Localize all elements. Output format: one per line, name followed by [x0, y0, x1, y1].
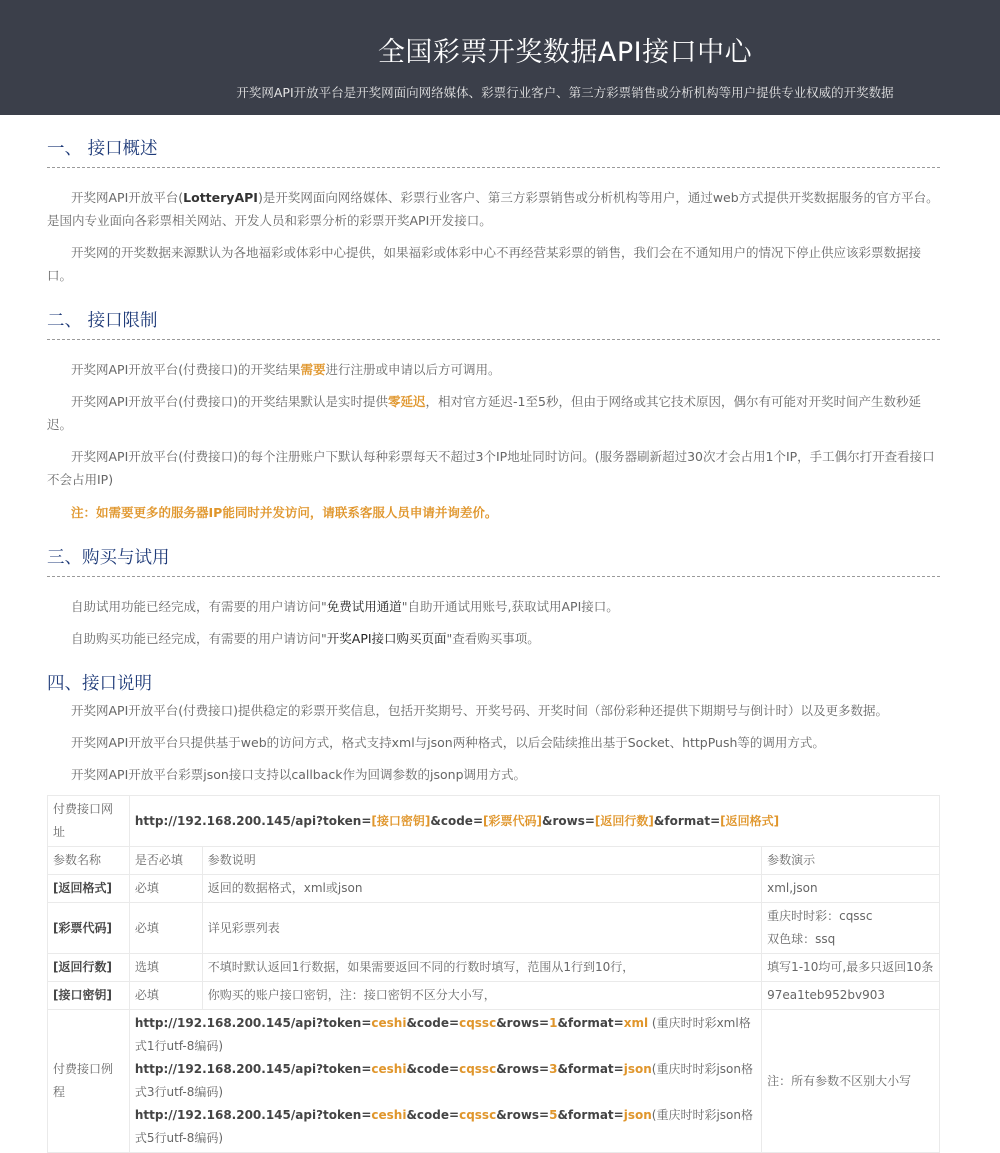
- example-url-3[interactable]: [135, 1104, 756, 1150]
- ex-format: json: [623, 1108, 652, 1122]
- limits-p2-text-2: ，相对官方延迟-1至5秒，但由于网络或其它技术原因，偶尔有可能对开奖时间产生数秒延迟。: [47, 394, 921, 432]
- purchase-p1-text: 自助试用功能已经完成，有需要的用户请访问": [71, 599, 327, 614]
- purchase-p2-text: 自助购买功能已经完成，有需要的用户请访问": [71, 631, 327, 646]
- url-format-key: &format=: [653, 813, 721, 828]
- param-demo: xml,json: [762, 875, 940, 903]
- url-base: http://192.168.200.145/api?token=: [134, 813, 372, 828]
- table-header-row: [48, 847, 940, 875]
- page-header: [0, 0, 1000, 115]
- limits-note: 注：如需要更多的服务器IP能同时并发访问，请联系客服人员申请并询差价。: [71, 505, 498, 520]
- param-name: [接口密钥]: [48, 982, 130, 1010]
- table-row: [48, 954, 940, 982]
- section-overview-title: 一、 接口概述: [47, 115, 940, 168]
- ex-token: ceshi: [371, 1108, 407, 1122]
- ex-code: cqssc: [459, 1016, 497, 1030]
- overview-p1-text-2: )是开奖网面向网络媒体、彩票行业客户、第三方彩票销售或分析机构等用户，通过web方式提供开奖数据服务的官方平台。是国内专业面向各彩票相关网站、开发人员和彩票分析的彩票开奖API开发接口。: [47, 190, 939, 228]
- table-row: [48, 875, 940, 903]
- page-subtitle: 开奖网API开放平台是开奖网面向网络媒体、彩票行业客户、第三方彩票销售或分析机构等用户提供专业权威的开奖数据: [236, 85, 894, 100]
- table-row: [48, 796, 940, 847]
- limits-paragraph-1: [47, 358, 940, 381]
- free-trial-link[interactable]: 免费试用通道: [326, 599, 402, 614]
- highlight-required: 需要: [300, 362, 326, 377]
- ex-code: cqssc: [459, 1062, 497, 1076]
- param-description: 你购买的账户接口密钥，注：接口密钥不区分大小写，: [202, 982, 761, 1010]
- column-header: 参数名称: [48, 847, 130, 875]
- url-format-param: [返回格式]: [720, 813, 780, 828]
- param-description: 返回的数据格式，xml或json: [202, 875, 761, 903]
- column-header: 参数说明: [202, 847, 761, 875]
- column-header: 是否必填: [129, 847, 202, 875]
- ex-code-key: &code=: [406, 1108, 460, 1122]
- param-description: 不填时默认返回1行数据，如果需要返回不同的行数时填写，范围从1行到10行，: [202, 954, 761, 982]
- ex-note: (重庆时时彩xml格式1行utf-8编码): [134, 1016, 751, 1053]
- column-header: 参数演示: [762, 847, 940, 875]
- section-interface-title: 四、接口说明: [47, 674, 152, 694]
- api-parameter-table: [47, 795, 940, 1153]
- ex-format-key: &format=: [557, 1108, 624, 1122]
- ex-note: (重庆时时彩json格式5行utf-8编码): [134, 1108, 753, 1145]
- example-url-1[interactable]: [135, 1012, 756, 1058]
- ex-base: http://192.168.200.145/api?token=: [134, 1108, 372, 1122]
- param-required: 必填: [129, 982, 202, 1010]
- ex-format: xml: [623, 1016, 649, 1030]
- url-token-param: [接口密钥]: [371, 813, 431, 828]
- api-url-cell: [129, 796, 939, 847]
- example-note-cell: 注：所有参数不区别大小写: [762, 1010, 940, 1153]
- ex-format: json: [623, 1062, 652, 1076]
- url-code-key: &code=: [430, 813, 483, 828]
- example-label-cell: 付费接口例程: [48, 1010, 130, 1153]
- ex-format-key: &format=: [557, 1062, 624, 1076]
- main-content: [47, 115, 940, 1153]
- example-url-2[interactable]: [135, 1058, 756, 1104]
- param-demo: 填写1-10均可,最多只返回10条: [762, 954, 940, 982]
- overview-paragraph-1: [47, 186, 940, 232]
- param-demo: 97ea1teb952bv903: [762, 982, 940, 1010]
- overview-p1-text: 开奖网API开放平台(: [71, 190, 184, 205]
- ex-code-key: &code=: [406, 1062, 460, 1076]
- param-name: [返回格式]: [48, 875, 130, 903]
- url-label-cell: 付费接口网址: [48, 796, 130, 847]
- limits-paragraph-3: 开奖网API开放平台(付费接口)的每个注册账户下默认每种彩票每天不超过3个IP地址同时访问。(服务器刷新超过30次才会占用1个IP，手工偶尔打开查看接口不会占用IP): [47, 449, 935, 487]
- ex-base: http://192.168.200.145/api?token=: [134, 1062, 372, 1076]
- purchase-p2-text-2: "查看购买事项。: [446, 631, 540, 646]
- ex-code-key: &code=: [406, 1016, 460, 1030]
- example-urls-cell: [129, 1010, 761, 1153]
- purchase-p1-text-2: "自助开通试用账号,获取试用API接口。: [401, 599, 619, 614]
- limits-p1-text-2: 进行注册或申请以后方可调用。: [325, 362, 501, 377]
- ex-code: cqssc: [459, 1108, 497, 1122]
- page-title: 全国彩票开奖数据API接口中心: [377, 37, 753, 68]
- ex-note: (重庆时时彩json格式3行utf-8编码): [134, 1062, 753, 1099]
- interface-paragraph-2: 开奖网API开放平台只提供基于web的访问方式，格式支持xml与json两种格式，以后会陆续推出基于Socket、httpPush等的调用方式。: [71, 735, 825, 750]
- purchase-page-link[interactable]: 开奖API接口购买页面: [326, 631, 447, 646]
- ex-rows-key: &rows=: [496, 1016, 550, 1030]
- param-name: [彩票代码]: [48, 903, 130, 954]
- url-rows-key: &rows=: [541, 813, 595, 828]
- interface-paragraph-1: 开奖网API开放平台(付费接口)提供稳定的彩票开奖信息，包括开奖期号、开奖号码、开奖时间（部份彩种还提供下期期号与倒计时）以及更多数据。: [71, 703, 889, 718]
- section-purchase-title: 三、购买与试用: [47, 524, 940, 577]
- lotteryapi-name: LotteryAPI: [183, 190, 258, 205]
- table-row: [48, 1010, 940, 1153]
- param-description: 详见彩票列表: [202, 903, 761, 954]
- param-name: [返回行数]: [48, 954, 130, 982]
- param-required: 选填: [129, 954, 202, 982]
- ex-base: http://192.168.200.145/api?token=: [134, 1016, 372, 1030]
- param-required: 必填: [129, 903, 202, 954]
- ex-token: ceshi: [371, 1016, 407, 1030]
- purchase-paragraph-2: [47, 627, 940, 650]
- param-demo: [762, 903, 940, 954]
- ex-rows: 5: [549, 1108, 558, 1122]
- param-demo-line: 重庆时时彩：cqssc: [767, 909, 873, 923]
- ex-rows-key: &rows=: [496, 1062, 550, 1076]
- purchase-paragraph-1: [47, 595, 940, 618]
- section-limits-title: 二、 接口限制: [47, 287, 940, 340]
- highlight-zero-delay: 零延迟: [388, 394, 426, 409]
- ex-rows: 1: [549, 1016, 558, 1030]
- url-rows-param: [返回行数]: [594, 813, 654, 828]
- table-row: [48, 982, 940, 1010]
- ex-token: ceshi: [371, 1062, 407, 1076]
- limits-p1-text: 开奖网API开放平台(付费接口)的开奖结果: [71, 362, 301, 377]
- ex-rows: 3: [549, 1062, 558, 1076]
- limits-paragraph-2: [47, 390, 940, 436]
- table-row: [48, 903, 940, 954]
- ex-format-key: &format=: [557, 1016, 624, 1030]
- param-required: 必填: [129, 875, 202, 903]
- limits-p2-text: 开奖网API开放平台(付费接口)的开奖结果默认是实时提供: [71, 394, 389, 409]
- ex-rows-key: &rows=: [496, 1108, 550, 1122]
- overview-paragraph-2: 开奖网的开奖数据来源默认为各地福彩或体彩中心提供，如果福彩或体彩中心不再经营某彩票的销售，我们会在不通知用户的情况下停止供应该彩票数据接口。: [47, 245, 922, 283]
- url-code-param: [彩票代码]: [483, 813, 542, 828]
- param-demo-line: 双色球：ssq: [767, 932, 836, 946]
- interface-paragraph-3: 开奖网API开放平台彩票json接口支持以callback作为回调参数的jsonp调用方式。: [71, 767, 527, 782]
